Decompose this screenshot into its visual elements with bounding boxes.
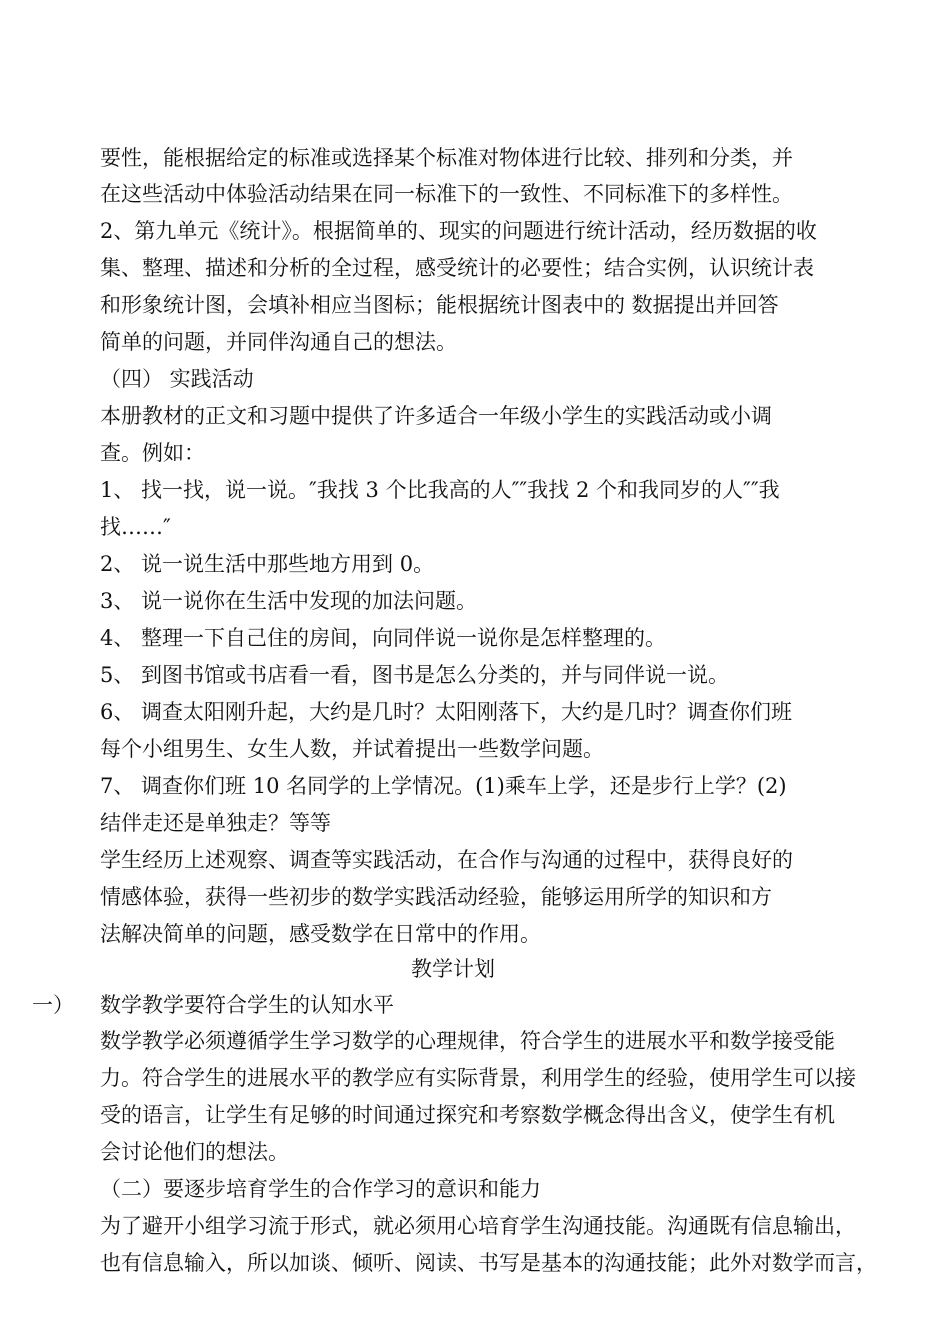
text-line: 受的语言，让学生有足够的时间通过探究和考察数学概念得出含义，使学生有机 <box>100 1103 835 1127</box>
list-item: 2、 说一说生活中那些地方用到 0。 <box>100 552 435 576</box>
text-line: 也有信息输入，所以加谈、倾听、阅读、书写是基本的沟通技能；此外对数学而言， <box>100 1251 877 1275</box>
text-line: 本册教材的正文和习题中提供了许多适合一年级小学生的实践活动或小调 <box>100 404 772 428</box>
text-line: 每个小组男生、女生人数，并试着提出一些数学问题。 <box>100 737 604 761</box>
text-line: 法解决简单的问题，感受数学在日常中的作用。 <box>100 922 541 946</box>
text-line: 查。例如： <box>100 441 205 465</box>
text-line: 为了避开小组学习流于形式，就必须用心培育学生沟通技能。沟通既有信息输出， <box>100 1214 856 1238</box>
list-item: 7、 调查你们班 10 名同学的上学情况。(1)乘车上学，还是步行上学？(2) <box>100 774 787 798</box>
text-line: 结伴走还是单独走？等等 <box>100 811 331 835</box>
text-line: 学生经历上述观察、调查等实践活动，在合作与沟通的过程中，获得良好的 <box>100 848 793 872</box>
list-item: 5、 到图书馆或书店看一看，图书是怎么分类的，并与同伴说一说。 <box>100 663 730 687</box>
list-item: 1、 找一找，说一说。″我找 3 个比我高的人″″我找 2 个和我同岁的人″″我 <box>100 478 780 502</box>
list-item: 3、 说一说你在生活中发现的加法问题。 <box>100 589 478 613</box>
text-line: 和形象统计图，会填补相应当图标；能根据统计图表中的 数据提出并回答 <box>100 293 779 317</box>
text-line: 在这些活动中体验活动结果在同一标准下的一致性、不同标准下的多样性。 <box>100 182 793 206</box>
section-title: 教学计划 <box>411 957 495 981</box>
text-line: 要性，能根据给定的标准或选择某个标准对物体进行比较、排列和分类，并 <box>100 146 793 170</box>
text-line: 力。符合学生的进展水平的教学应有实际背景，利用学生的经验，使用学生可以接 <box>100 1066 856 1090</box>
text-line: 数学教学必须遵循学生学习数学的心理规律，符合学生的进展水平和数学接受能 <box>100 1029 835 1053</box>
section-heading: 数学教学要符合学生的认知水平 <box>100 993 394 1017</box>
text-line: 会讨论他们的想法。 <box>100 1140 289 1164</box>
section-heading: （二）要逐步培育学生的合作学习的意识和能力 <box>100 1177 541 1201</box>
text-line: 简单的问题，并同伴沟通自己的想法。 <box>100 330 457 354</box>
list-item: 6、 调查太阳刚升起，大约是几时？太阳刚落下，大约是几时？调查你们班 <box>100 700 793 724</box>
text-line: 集、整理、描述和分析的全过程，感受统计的必要性；结合实例，认识统计表 <box>100 256 814 280</box>
text-line: 2、第九单元《统计》。根据简单的、现实的问题进行统计活动，经历数据的收 <box>100 219 817 243</box>
text-line: 找……″ <box>100 515 171 539</box>
list-item: 4、 整理一下自己住的房间，向同伴说一说你是怎样整理的。 <box>100 626 667 650</box>
section-heading: （四） 实践活动 <box>100 367 254 391</box>
section-number: 一） <box>32 993 74 1017</box>
text-line: 情感体验，获得一些初步的数学实践活动经验，能够运用所学的知识和方 <box>100 885 772 909</box>
